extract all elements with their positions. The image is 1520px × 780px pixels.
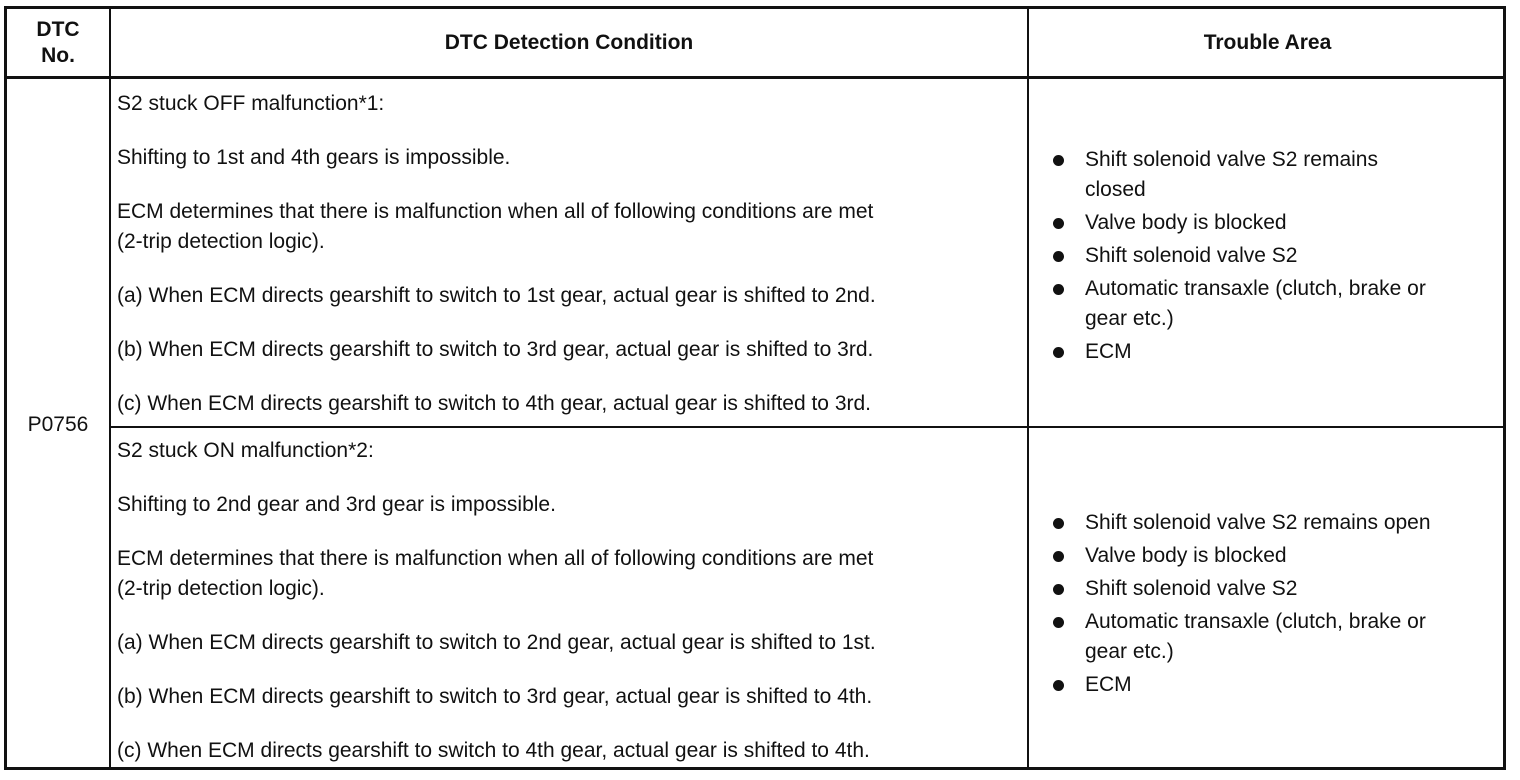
trouble-area-text: Shift solenoid valve S2 remains closed (1085, 148, 1378, 201)
bullet-icon (1053, 518, 1064, 529)
condition-line: Shifting to 1st and 4th gears is impossible. (117, 146, 511, 169)
trouble-area-text: Shift solenoid valve S2 remains open (1085, 511, 1431, 534)
trouble-area-text: Shift solenoid valve S2 (1085, 244, 1298, 267)
condition-line: (c) When ECM directs gearshift to switch to 4th gear, actual gear is shifted to 4th. (117, 739, 870, 762)
list-item (1047, 208, 1505, 238)
bullet-icon (1053, 155, 1064, 166)
list-item (1047, 541, 1505, 571)
list-item (1047, 670, 1505, 700)
column-divider (1027, 9, 1029, 767)
header-trouble-area-text: Trouble Area (1203, 30, 1332, 54)
header-dtc-no-text: DTC No. (36, 17, 80, 67)
bullet-icon (1053, 584, 1064, 595)
trouble-area-text: Valve body is blocked (1085, 544, 1287, 567)
bullet-icon (1053, 347, 1064, 358)
trouble-area-list-stuck-on (1047, 508, 1505, 703)
condition-line: (b) When ECM directs gearshift to switch to 3rd gear, actual gear is shifted to 4th. (117, 685, 873, 708)
trouble-area-text: ECM (1085, 340, 1132, 363)
header-detection-condition-text: DTC Detection Condition (444, 30, 694, 54)
condition-line: ECM determines that there is malfunction when all of following conditions are met (2-trip detection logic). (117, 547, 874, 600)
list-item (1047, 145, 1505, 205)
list-item (1047, 274, 1505, 334)
list-item (1047, 241, 1505, 271)
trouble-area-text: ECM (1085, 673, 1132, 696)
header-dtc-no (7, 9, 109, 76)
dtc-code: P0756 (27, 412, 89, 436)
condition-cell-stuck-on (117, 436, 1022, 766)
bullet-icon (1053, 617, 1064, 628)
bullet-icon (1053, 251, 1064, 262)
trouble-area-text: Automatic transaxle (clutch, brake or gear etc.) (1085, 277, 1426, 330)
header-detection-condition (111, 9, 1027, 76)
condition-cell-stuck-off (117, 89, 1022, 419)
condition-line: S2 stuck OFF malfunction*1: (117, 92, 385, 115)
list-item (1047, 607, 1505, 667)
condition-line: (b) When ECM directs gearshift to switch to 3rd gear, actual gear is shifted to 3rd. (117, 338, 874, 361)
table-header-row (7, 9, 1503, 79)
trouble-area-text: Shift solenoid valve S2 (1085, 577, 1298, 600)
condition-line: ECM determines that there is malfunction when all of following conditions are met (2-trip detection logic). (117, 200, 874, 253)
column-divider (109, 9, 111, 767)
bullet-icon (1053, 551, 1064, 562)
trouble-area-list-stuck-off (1047, 145, 1505, 370)
list-item (1047, 508, 1505, 538)
header-trouble-area (1029, 9, 1506, 76)
condition-line: S2 stuck ON malfunction*2: (117, 439, 374, 462)
condition-line: Shifting to 2nd gear and 3rd gear is impossible. (117, 493, 556, 516)
list-item (1047, 337, 1505, 367)
condition-line: (c) When ECM directs gearshift to switch to 4th gear, actual gear is shifted to 3rd. (117, 392, 872, 415)
bullet-icon (1053, 218, 1064, 229)
row-divider (109, 426, 1503, 428)
dtc-table (4, 6, 1506, 770)
trouble-area-text: Valve body is blocked (1085, 211, 1287, 234)
dtc-code-cell (7, 79, 109, 770)
trouble-area-text: Automatic transaxle (clutch, brake or gear etc.) (1085, 610, 1426, 663)
bullet-icon (1053, 284, 1064, 295)
list-item (1047, 574, 1505, 604)
condition-line: (a) When ECM directs gearshift to switch to 2nd gear, actual gear is shifted to 1st. (117, 631, 876, 654)
bullet-icon (1053, 680, 1064, 691)
condition-line: (a) When ECM directs gearshift to switch to 1st gear, actual gear is shifted to 2nd. (117, 284, 876, 307)
